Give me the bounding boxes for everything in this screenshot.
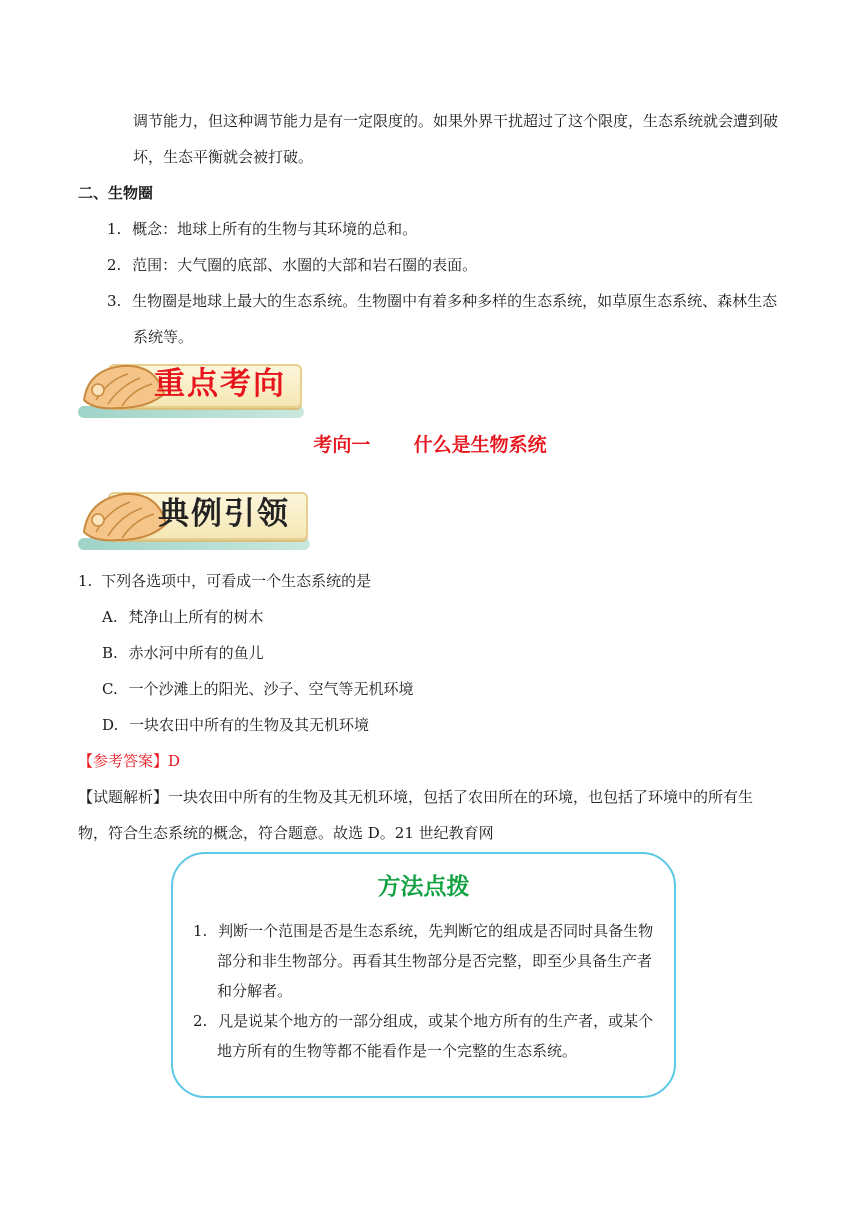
tips-title: 方法点拨 [377, 874, 470, 900]
tips-number: 1. [193, 922, 208, 940]
focus-title [0, 432, 860, 458]
option-letter: B. [102, 644, 118, 662]
option-letter: D. [102, 716, 119, 734]
focus-title-number: 考向一 [313, 434, 371, 456]
banner-title: 重点考向 [154, 366, 286, 402]
list-number: 2. [107, 256, 122, 274]
answer [78, 750, 180, 772]
answer-value: D [168, 752, 181, 770]
analysis-text: 一块农田中所有的生物及其无机环境，包括了农田所在的环境，也包括了环境中的所有生 [168, 788, 754, 806]
question-stem [78, 570, 371, 592]
banner-key-directions [78, 360, 304, 416]
tips-line: 凡是说某个地方的一部分组成，或某个地方所有的生产者，或某个 [218, 1012, 654, 1030]
list-text: 概念：地球上所有的生物与其环境的总和。 [132, 220, 418, 238]
banner-examples [78, 488, 310, 548]
option-text: 梵净山上所有的树木 [128, 608, 264, 626]
intro-line-1: 调节能力，但这种调节能力是有一定限度的。如果外界干扰超过了这个限度，生态系统就会遭到破 [133, 112, 779, 130]
focus-title-text: 什么是生物系统 [413, 434, 547, 456]
analysis-line-1 [78, 786, 753, 808]
option-a [102, 606, 263, 628]
list-text-continuation: 系统等。 [133, 328, 194, 346]
option-b [102, 642, 264, 664]
question-number: 1. [78, 572, 93, 590]
tips-number: 2. [193, 1012, 208, 1030]
tips-line: 和分解者。 [217, 982, 293, 1000]
shell-icon [78, 488, 170, 546]
list-number: 3. [107, 292, 122, 310]
section-heading: 二、生物圈 [78, 184, 154, 202]
option-d [102, 714, 369, 736]
option-text: 赤水河中所有的鱼儿 [128, 644, 264, 662]
option-text: 一块农田中所有的生物及其无机环境 [129, 716, 370, 734]
method-tips-box [171, 852, 676, 1098]
answer-label: 【参考答案】 [78, 752, 169, 770]
tips-line: 判断一个范围是否是生态系统，先判断它的组成是否同时具备生物 [218, 922, 654, 940]
list-item [107, 218, 417, 240]
list-text: 生物圈是地球上最大的生态系统。生物圈中有着多种多样的生态系统，如草原生态系统、森林生态 [132, 292, 778, 310]
analysis-label: 【试题解析】 [78, 788, 169, 806]
option-text: 一个沙滩上的阳光、沙子、空气等无机环境 [128, 680, 414, 698]
intro-line-2: 坏，生态平衡就会被打破。 [133, 148, 314, 166]
list-item [107, 254, 477, 276]
tips-line: 地方所有的生物等都不能看作是一个完整的生态系统。 [217, 1042, 578, 1060]
list-item [107, 290, 777, 312]
analysis-line-2: 物，符合生态系统的概念，符合题意。故选 D。21 世纪教育网 [78, 824, 494, 842]
tips-item [193, 1010, 653, 1032]
tips-line: 部分和非生物部分。再看其生物部分是否完整，即至少具备生产者 [217, 952, 653, 970]
question-text: 下列各选项中，可看成一个生态系统的是 [101, 572, 372, 590]
list-number: 1. [107, 220, 122, 238]
list-text: 范围：大气圈的底部、水圈的大部和岩石圈的表面。 [132, 256, 478, 274]
option-c [102, 678, 414, 700]
option-letter: A. [102, 608, 118, 626]
banner-title: 典例引领 [158, 496, 290, 532]
tips-item [193, 920, 653, 942]
option-letter: C. [102, 680, 118, 698]
